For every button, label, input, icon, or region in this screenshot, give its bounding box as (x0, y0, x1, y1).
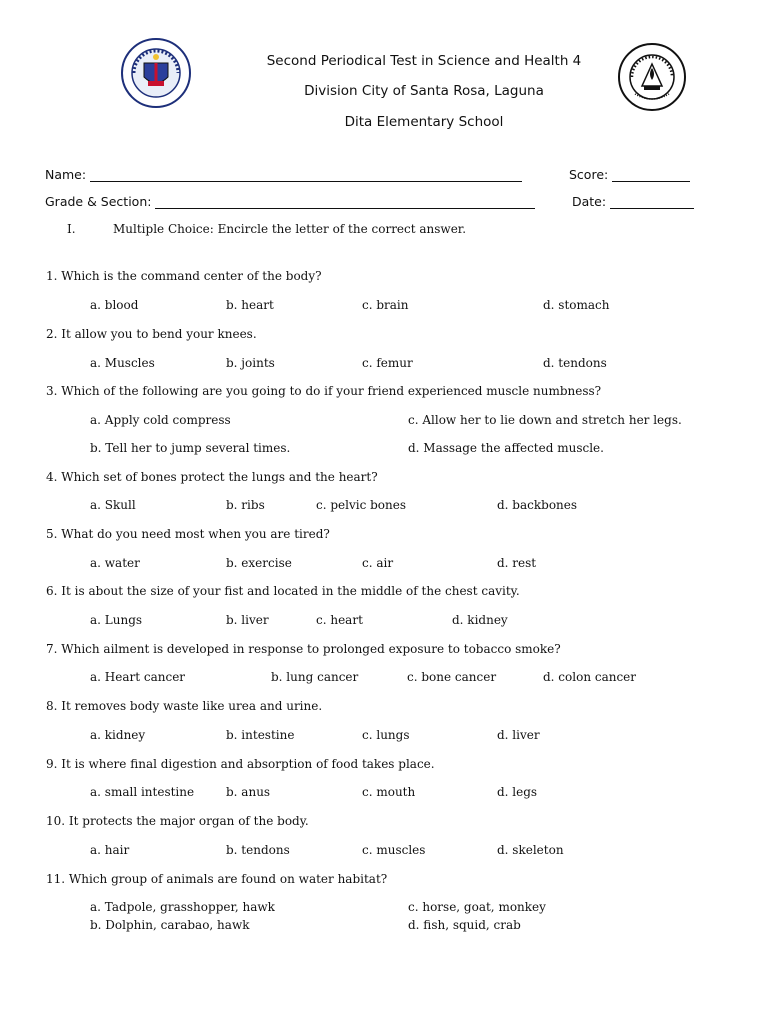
grade-section-label: Grade & Section: (45, 194, 152, 209)
answer-option[interactable]: d. colon cancer (543, 670, 637, 684)
answer-option[interactable]: c. brain (362, 298, 409, 312)
date-field[interactable] (572, 194, 694, 209)
answer-option[interactable]: d. rest (497, 556, 537, 570)
answer-option[interactable]: a. kidney (90, 728, 146, 742)
question-text: 9. It is where final digestion and absorption of food takes place. (46, 757, 435, 771)
answer-option[interactable]: b. Dolphin, carabao, hawk (90, 918, 250, 932)
answer-option[interactable]: d. liver (497, 728, 540, 742)
answer-option[interactable]: c. horse, goat, monkey (408, 900, 546, 914)
answer-option[interactable]: a. blood (90, 298, 139, 312)
answer-option[interactable]: c. lungs (362, 728, 410, 742)
answer-option[interactable]: a. Skull (90, 498, 136, 512)
name-blank[interactable] (90, 168, 522, 182)
question-text: 5. What do you need most when you are tired? (46, 527, 330, 541)
instructions (67, 222, 466, 236)
question-text: 11. Which group of animals are found on water habitat? (46, 872, 388, 886)
answer-option[interactable]: d. Massage the affected muscle. (408, 441, 604, 455)
question-text: 6. It is about the size of your fist and located in the middle of the chest cavity. (46, 584, 520, 598)
answer-option[interactable]: c. mouth (362, 785, 416, 799)
answer-option[interactable]: a. Muscles (90, 356, 155, 370)
instructions-text: Multiple Choice: Encircle the letter of the correct answer. (113, 222, 467, 236)
answer-option[interactable]: b. Tell her to jump several times. (90, 441, 291, 455)
answer-option[interactable]: a. small intestine (90, 785, 195, 799)
answer-option[interactable]: c. pelvic bones (316, 498, 407, 512)
answer-option[interactable]: b. heart (226, 298, 274, 312)
question-text: 8. It removes body waste like urea and urine. (46, 699, 323, 713)
answer-option[interactable]: a. Lungs (90, 613, 143, 627)
answer-option[interactable]: c. femur (362, 356, 413, 370)
answer-option[interactable]: b. anus (226, 785, 271, 799)
answer-option[interactable]: a. Apply cold compress (90, 413, 231, 427)
question-text: 2. It allow you to bend your knees. (46, 327, 257, 341)
answer-option[interactable]: d. fish, squid, crab (408, 918, 521, 932)
answer-option[interactable]: b. lung cancer (271, 670, 359, 684)
question-text: 10. It protects the major organ of the body. (46, 814, 309, 828)
section-numeral: I. (67, 222, 76, 236)
answer-option[interactable]: c. heart (316, 613, 363, 627)
answer-option[interactable]: a. water (90, 556, 140, 570)
date-label: Date: (572, 194, 607, 209)
division-title: Division City of Santa Rosa, Laguna (304, 83, 544, 99)
score-field[interactable] (569, 167, 690, 182)
score-label: Score: (569, 167, 609, 182)
answer-option[interactable]: c. Allow her to lie down and stretch her legs. (408, 413, 682, 427)
score-blank[interactable] (612, 168, 690, 182)
school-name: Dita Elementary School (344, 114, 504, 130)
date-blank[interactable] (610, 195, 694, 209)
answer-option[interactable]: b. liver (226, 613, 269, 627)
grade-section-blank[interactable] (155, 195, 535, 209)
answer-option[interactable]: b. ribs (226, 498, 265, 512)
answer-option[interactable]: b. intestine (226, 728, 295, 742)
answer-option[interactable]: b. exercise (226, 556, 292, 570)
question-text: 1. Which is the command center of the body? (46, 269, 322, 283)
grade-section-field[interactable] (45, 194, 535, 209)
answer-option[interactable]: b. tendons (226, 843, 290, 857)
answer-option[interactable]: d. tendons (543, 356, 607, 370)
answer-option[interactable]: c. air (362, 556, 394, 570)
answer-option[interactable]: d. skeleton (497, 843, 564, 857)
answer-option[interactable]: b. joints (226, 356, 275, 370)
answer-option[interactable]: d. legs (497, 785, 538, 799)
question-text: 4. Which set of bones protect the lungs and the heart? (46, 470, 378, 484)
answer-option[interactable]: c. muscles (362, 843, 426, 857)
answer-option[interactable]: d. kidney (452, 613, 508, 627)
answer-option[interactable]: a. Heart cancer (90, 670, 186, 684)
name-label: Name: (45, 167, 87, 182)
name-field[interactable] (45, 167, 522, 182)
answer-option[interactable]: c. bone cancer (407, 670, 497, 684)
test-title: Second Periodical Test in Science and Health 4 (266, 53, 582, 69)
question-text: 7. Which ailment is developed in response to prolonged exposure to tobacco smoke? (46, 642, 561, 656)
answer-option[interactable]: d. stomach (543, 298, 610, 312)
answer-option[interactable]: a. hair (90, 843, 130, 857)
answer-option[interactable]: d. backbones (497, 498, 578, 512)
question-text: 3. Which of the following are you going to do if your friend experienced muscle numbness? (46, 384, 602, 398)
answer-option[interactable]: a. Tadpole, grasshopper, hawk (90, 900, 275, 914)
